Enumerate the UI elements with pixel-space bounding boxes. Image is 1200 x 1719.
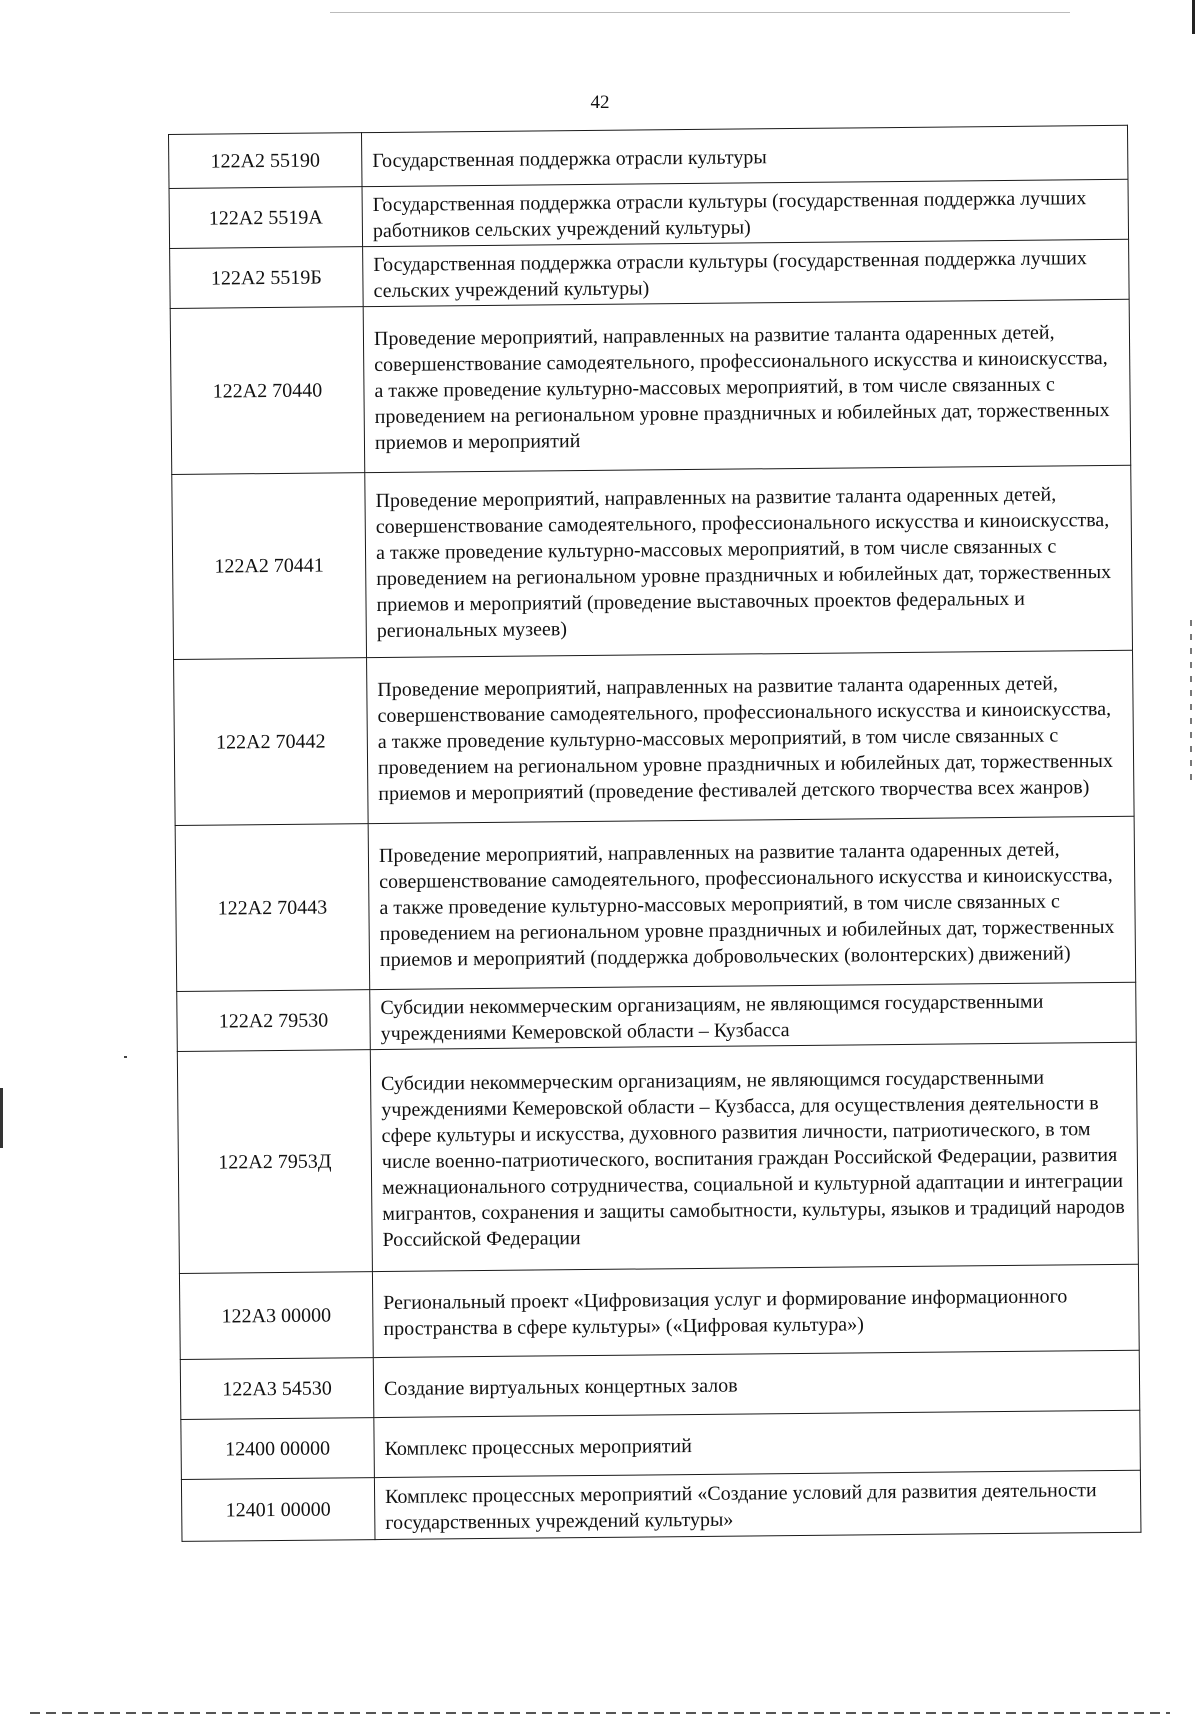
description-cell: Региональный проект «Цифровизация услуг и формирование информационного пространства в сфере культуры» («Цифровая культура»)	[372, 1264, 1139, 1357]
description-cell: Комплекс процессных мероприятий «Создание условий для развития деятельности государственных учреждений культуры»	[374, 1470, 1141, 1539]
table-row	[181, 1470, 1141, 1541]
budget-code-cell: 122А3 00000	[179, 1272, 373, 1360]
table-row	[172, 465, 1133, 659]
budget-code-cell: 122А2 5519Б	[170, 247, 364, 309]
description-cell: Проведение мероприятий, направленных на развитие таланта одаренных детей, совершенствование самодеятельного, профессионального искусства и киноискусства, а также проведение культурно-массовых мероприятий, в том числе связанных с проведением на региональном уровне праздничных и юбилейных дат, торжественных приемов и мероприятий (поддержка добровольческих (волонтерских) движений)	[368, 816, 1136, 989]
scan-edge-mark	[1192, 0, 1195, 34]
description-cell: Субсидии некоммерческим организациям, не являющимся государственными учреждениями Кемеровской области – Кузбасса, для осуществления деятельности в сфере культуры и искусства, духовного развития личности, патриотического, в том числе военно-патриотического, воспитания граждан Российской Федерации, развития межнационального сотрудничества, социальной и культурной адаптации и интеграции мигрантов, сохранения и защиты самобытности, культуры, языков и традиций народов Российской Федерации	[370, 1042, 1138, 1271]
scan-top-rule	[330, 12, 1070, 13]
page-number: 42	[590, 92, 610, 113]
budget-code-cell: 122А2 5519А	[169, 187, 363, 249]
scan-edge-mark	[0, 1088, 3, 1148]
scan-artifact	[124, 1056, 127, 1058]
scan-bottom-rule	[30, 1712, 1170, 1714]
description-cell: Государственная поддержка отрасли культуры (государственная поддержка лучших сельских учреждений культуры)	[363, 239, 1130, 306]
description-cell: Государственная поддержка отрасли культуры	[361, 125, 1127, 186]
table-row	[170, 239, 1130, 308]
description-cell: Проведение мероприятий, направленных на развитие таланта одаренных детей, совершенствование самодеятельного, профессионального искусства и киноискусства, а также проведение культурно-массовых мероприятий, в том числе связанных с проведением на региональном уровне праздничных и юбилейных дат, торжественных приемов и мероприятий (проведение выставочных проектов федеральных и региональных музеев)	[365, 465, 1133, 657]
table-row	[177, 982, 1137, 1051]
budget-code-cell: 12401 00000	[181, 1478, 375, 1542]
budget-code-cell: 122А2 7953Д	[177, 1050, 372, 1274]
budget-code-cell: 122А2 79530	[177, 990, 371, 1052]
table-row	[169, 125, 1128, 188]
table-row	[179, 1264, 1139, 1359]
budget-code-cell: 12400 00000	[181, 1418, 375, 1480]
table-row	[177, 1042, 1138, 1273]
table-row	[170, 299, 1131, 474]
budget-code-cell: 122А3 54530	[180, 1358, 374, 1420]
budget-code-cell: 122А2 70442	[174, 658, 369, 826]
budget-code-cell: 122А2 70443	[175, 824, 370, 992]
scan-edge-dashes	[1190, 620, 1192, 780]
description-cell: Субсидии некоммерческим организациям, не являющимся государственными учреждениями Кемеровской области – Кузбасса	[370, 982, 1137, 1049]
description-cell: Проведение мероприятий, направленных на развитие таланта одаренных детей, совершенствование самодеятельного, профессионального искусства и киноискусства, а также проведение культурно-массовых мероприятий, в том числе связанных с проведением на региональном уровне праздничных и юбилейных дат, торжественных приемов и мероприятий	[363, 299, 1131, 472]
description-cell: Создание виртуальных концертных залов	[373, 1350, 1140, 1417]
budget-code-table	[168, 125, 1141, 1542]
budget-code-cell: 122А2 70441	[172, 473, 367, 660]
description-cell: Проведение мероприятий, направленных на развитие таланта одаренных детей, совершенствование самодеятельного, профессионального искусства и киноискусства, а также проведение культурно-массовых мероприятий, в том числе связанных с проведением на региональном уровне праздничных и юбилейных дат, торжественных приемов и мероприятий (проведение фестивалей детского творчества всех жанров)	[367, 650, 1135, 823]
table-row	[181, 1410, 1141, 1479]
budget-code-cell: 122А2 55190	[169, 133, 363, 189]
description-cell: Государственная поддержка отрасли культуры (государственная поддержка лучших работников сельских учреждений культуры)	[362, 179, 1129, 246]
table-row	[174, 650, 1135, 825]
budget-code-cell: 122А2 70440	[170, 307, 365, 475]
table-row	[169, 179, 1129, 248]
table-row	[175, 816, 1136, 991]
table-row	[180, 1350, 1140, 1419]
description-cell: Комплекс процессных мероприятий	[374, 1410, 1141, 1477]
